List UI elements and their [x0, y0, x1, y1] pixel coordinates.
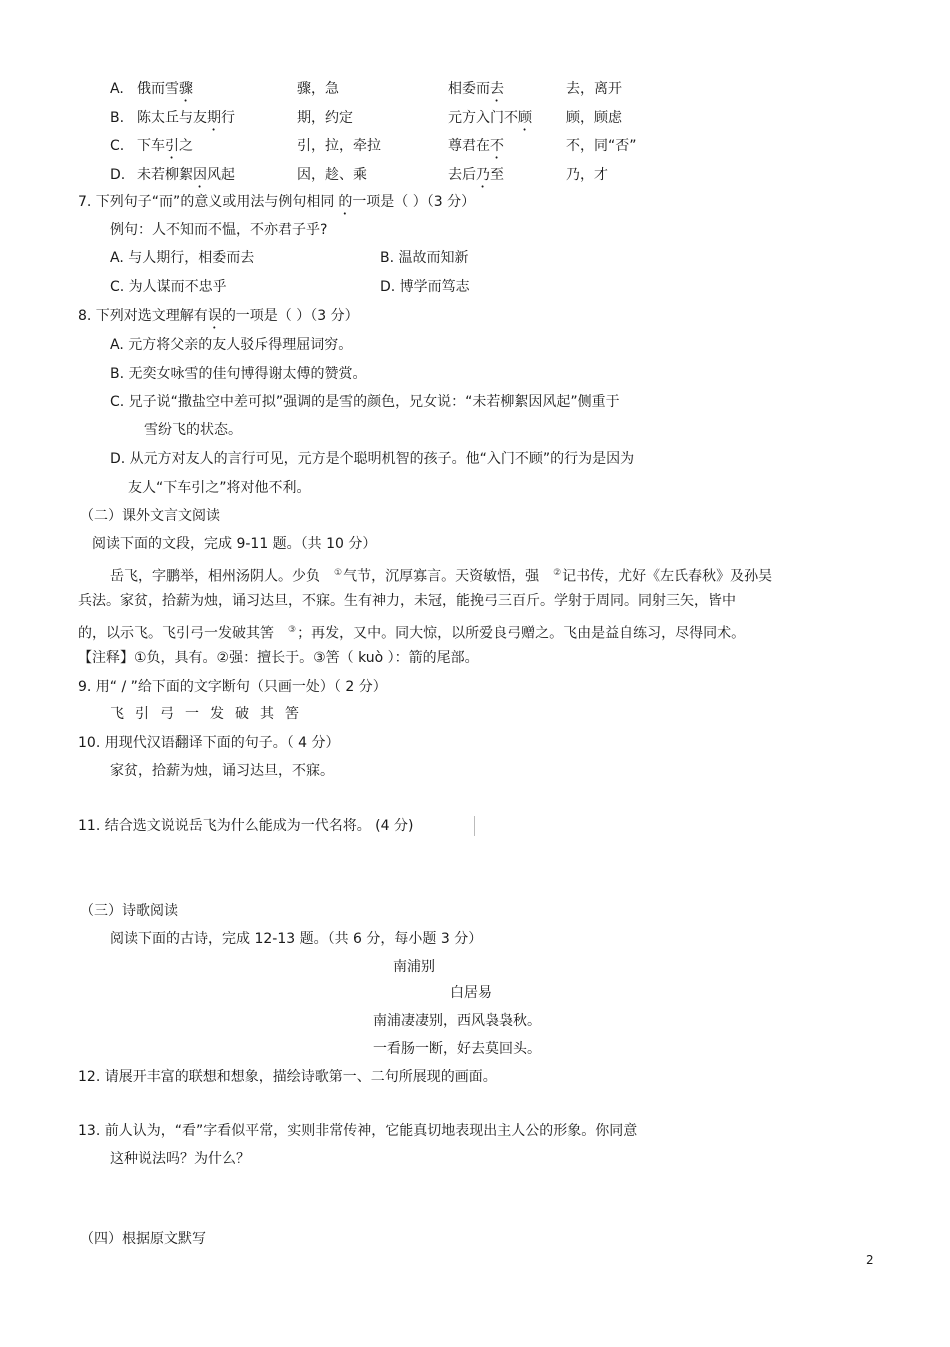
q6-meaning-2: 乃，才 [566, 167, 608, 183]
q6-option-letter: B. [110, 110, 125, 126]
section2-heading: （二）课外文言文阅读 [80, 508, 220, 524]
q8-option-d: D. 从元方对友人的言行可见，元方是个聪明机智的孩子。他“入门不顾”的行为是因为 [110, 451, 635, 467]
q8-option-c: C. 兄子说“撒盐空中差可拟”强调的是雪的颜色，兄女说：“未若柳絮因风起”侧重于 [110, 394, 620, 410]
q7-stem: 7. 下列句子“而”的意义或用法与例句相同 的一项是（ ）（3 分） [78, 194, 476, 210]
poem-line-1: 南浦凄凄别，西风袅袅秋。 [373, 1013, 541, 1029]
q6-word-2: 相委而去 [448, 81, 504, 97]
page-number: 2 [866, 1253, 874, 1267]
q8-option-a: A. 元方将父亲的友人驳斥得理屈词穷。 [110, 337, 353, 353]
q6-meaning-1: 期，约定 [297, 110, 353, 126]
poem-author: 白居易 [450, 985, 492, 1001]
q6-word-1: 陈太丘与友期行 [137, 110, 235, 126]
q9-text: 飞引弓一发破其筈 [110, 706, 310, 722]
q7-option-d: D. 博学而笃志 [380, 279, 470, 295]
poem-line-2: 一看肠一断，好去莫回头。 [373, 1041, 541, 1057]
q13-stem-cont: 这种说法吗？为什么？ [110, 1151, 250, 1167]
q6-word-2: 尊君在不 [448, 138, 504, 154]
q6-meaning-2: 顾，顾虑 [566, 110, 622, 126]
section3-intro: 阅读下面的古诗，完成 12-13 题。（共 6 分，每小题 3 分） [110, 931, 483, 947]
q6-option-letter: C. [110, 138, 125, 154]
passage-note: 【注释】①负，具有。②强：擅长于。③筈（ kuò ）：箭的尾部。 [78, 650, 479, 666]
q13-stem: 13. 前人认为，“看”字看似平常，实则非常传神，它能真切地表现出主人公的形象。你同意 [78, 1123, 638, 1139]
q7-option-a: A. 与人期行，相委而去 [110, 250, 255, 266]
answer-box-edge [474, 816, 475, 836]
q8-option-d-cont: 友人“下车引之”将对他不利。 [128, 480, 311, 496]
q6-meaning-1: 骤，急 [297, 81, 339, 97]
q7-option-c: C. 为人谋而不忠乎 [110, 279, 227, 295]
passage-line-2: 兵法。家贫，拾薪为烛，诵习达旦，不寐。生有神力，未冠，能挽弓三百斤。学射于周同。同射三矢，皆中 [78, 593, 736, 609]
q6-word-2: 元方入门不顾 [448, 110, 532, 126]
passage-line-1: 岳飞，字鹏举，相州汤阴人。少负 ①气节，沉厚寡言。天资敏悟，强 ②记书传，尤好《左氏春秋》及孙吴 [110, 568, 773, 585]
q6-word-1: 未若柳絮因风起 [137, 167, 235, 183]
section3-heading: （三）诗歌阅读 [80, 903, 178, 919]
passage-line-3: 的，以示飞。飞引弓一发破其筈 ③；再发，又中。同大惊，以所爱良弓赠之。飞由是益自练习，尽得同术。 [78, 625, 746, 642]
q6-meaning-2: 不，同“否” [566, 138, 637, 154]
q10-text: 家贫，拾薪为烛，诵习达旦，不寐。 [110, 763, 334, 779]
section2-intro: 阅读下面的文段，完成 9-11 题。（共 10 分） [92, 536, 377, 552]
q8-stem: 8. 下列对选文理解有误的一项是（ ）（3 分） [78, 308, 359, 324]
q6-word-1: 下车引之 [137, 138, 193, 154]
q7-option-b: B. 温故而知新 [380, 250, 469, 266]
q8-option-c-cont: 雪纷飞的状态。 [144, 422, 242, 438]
q6-meaning-2: 去，离开 [566, 81, 622, 97]
q7-example: 例句：人不知而不愠，不亦君子乎? [110, 222, 328, 238]
q6-word-1: 俄而雪骤 [137, 81, 193, 97]
q10-stem: 10. 用现代汉语翻译下面的句子。（ 4 分） [78, 735, 340, 751]
q6-meaning-1: 因，趁、乘 [297, 167, 367, 183]
q6-option-letter: A. [110, 81, 124, 97]
section4-heading: （四）根据原文默写 [80, 1231, 206, 1247]
q6-meaning-1: 引，拉，牵拉 [297, 138, 381, 154]
q8-option-b: B. 无奕女咏雪的佳句博得谢太傅的赞赏。 [110, 366, 367, 382]
q12-stem: 12. 请展开丰富的联想和想象，描绘诗歌第一、二句所展现的画面。 [78, 1069, 497, 1085]
q6-word-2: 去后乃至 [448, 167, 504, 183]
poem-title: 南浦别 [393, 959, 435, 975]
q9-stem: 9. 用“ / ”给下面的文字断句（只画一处）（ 2 分） [78, 679, 387, 695]
q11-stem: 11. 结合选文说说岳飞为什么能成为一代名将。 (4 分) [78, 818, 414, 834]
q6-option-letter: D. [110, 167, 126, 183]
